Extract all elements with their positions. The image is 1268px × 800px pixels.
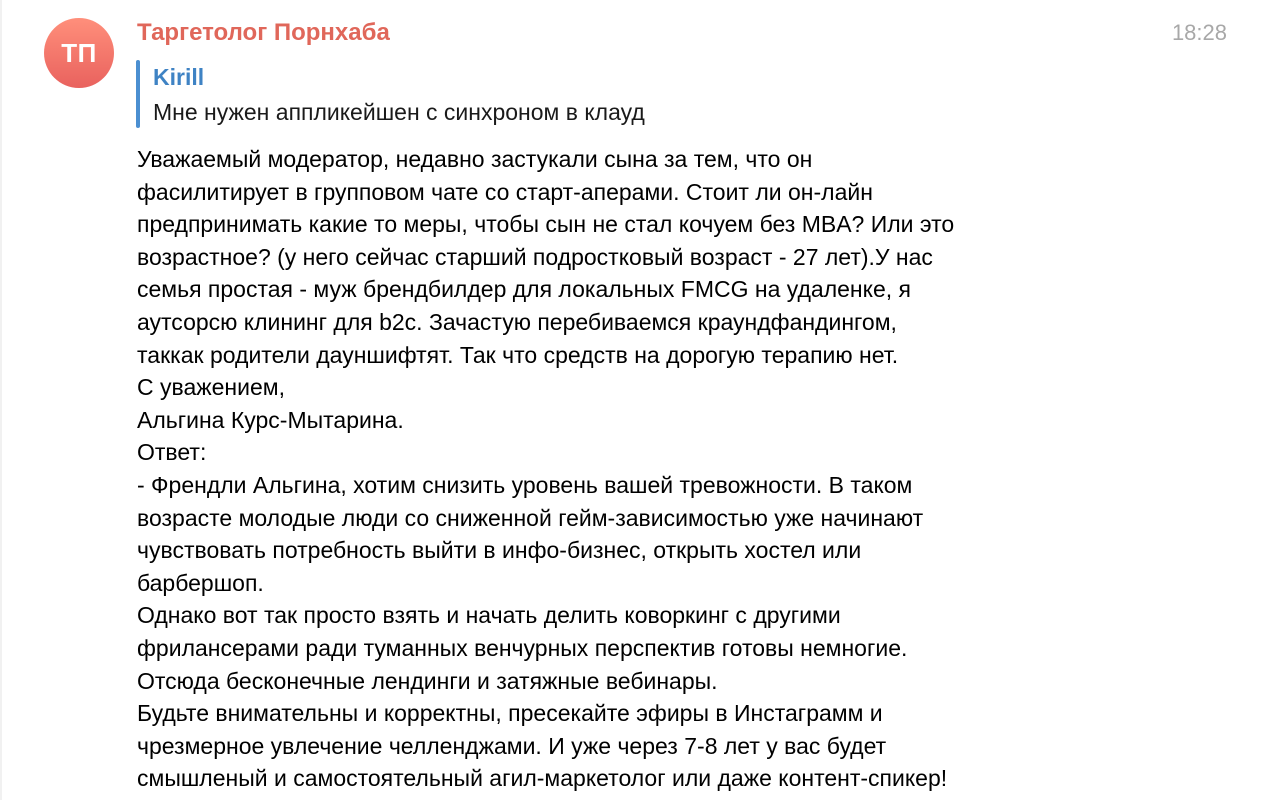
- message-line: предпринимать какие то меры, чтобы сын не стал кочуем без MBA? Или это: [137, 211, 955, 238]
- chat-left-border: [0, 0, 2, 800]
- message-line: Будьте внимательны и корректны, пресекайте эфиры в Инстаграмм и: [137, 700, 883, 727]
- message-line: С уважением,: [137, 374, 285, 401]
- message-line: барбершоп.: [137, 569, 264, 596]
- message-line: семья простая - муж брендбилдер для локальных FMCG на удаленке, я: [137, 276, 911, 303]
- message-line: Отсюда бесконечные лендинги и затяжные вебинары.: [137, 667, 718, 694]
- reply-text: Мне нужен аппликейшен с синхроном в клауд: [153, 99, 645, 125]
- message-line: Альгина Курс-Мытарина.: [137, 406, 404, 433]
- message-line: таккак родители дауншифтят. Так что средств на дорогую терапию нет.: [137, 341, 899, 368]
- reply-quote-bar: [136, 60, 140, 128]
- message-line: возрасте молодые люди со сниженной гейм-зависимостью уже начинают: [137, 504, 924, 531]
- message-line: Уважаемый модератор, недавно застукали сына за тем, что он: [137, 146, 813, 172]
- message-line: чувствовать потребность выйти в инфо-бизнес, открыть хостел или: [137, 537, 862, 564]
- reply-quote[interactable]: [136, 60, 836, 128]
- message-text: [137, 143, 1137, 795]
- avatar[interactable]: [44, 18, 114, 88]
- message-line: аутсорсю клининг для b2c. Зачастую перебиваемся краундфандингом,: [137, 308, 897, 335]
- message-line: чрезмерное увлечение челленджами. И уже через 7-8 лет у вас будет: [137, 732, 887, 759]
- sender-name[interactable]: Таргетолог Порнхаба: [137, 19, 390, 46]
- avatar-initials: ТП: [61, 37, 97, 68]
- message-line: Ответ:: [137, 439, 207, 466]
- message-line: Однако вот так просто взять и начать делить коворкинг с другими: [137, 602, 841, 629]
- message-line: смышленый и самостоятельный агил-маркетолог или даже контент-спикер!: [137, 765, 948, 792]
- message-line: возрастное? (у него сейчас старший подростковый возраст - 27 лет).У нас: [137, 243, 933, 270]
- message-line: фрилансерами ради туманных венчурных перспектив готовы немногие.: [137, 634, 908, 661]
- message-timestamp: 18:28: [1171, 20, 1227, 45]
- message-line: фасилитирует в групповом чате со старт-аперами. Стоит ли он-лайн: [137, 178, 873, 205]
- message-line: - Френдли Альгина, хотим снизить уровень вашей тревожности. В таком: [137, 471, 913, 498]
- reply-author: Kirill: [153, 64, 205, 90]
